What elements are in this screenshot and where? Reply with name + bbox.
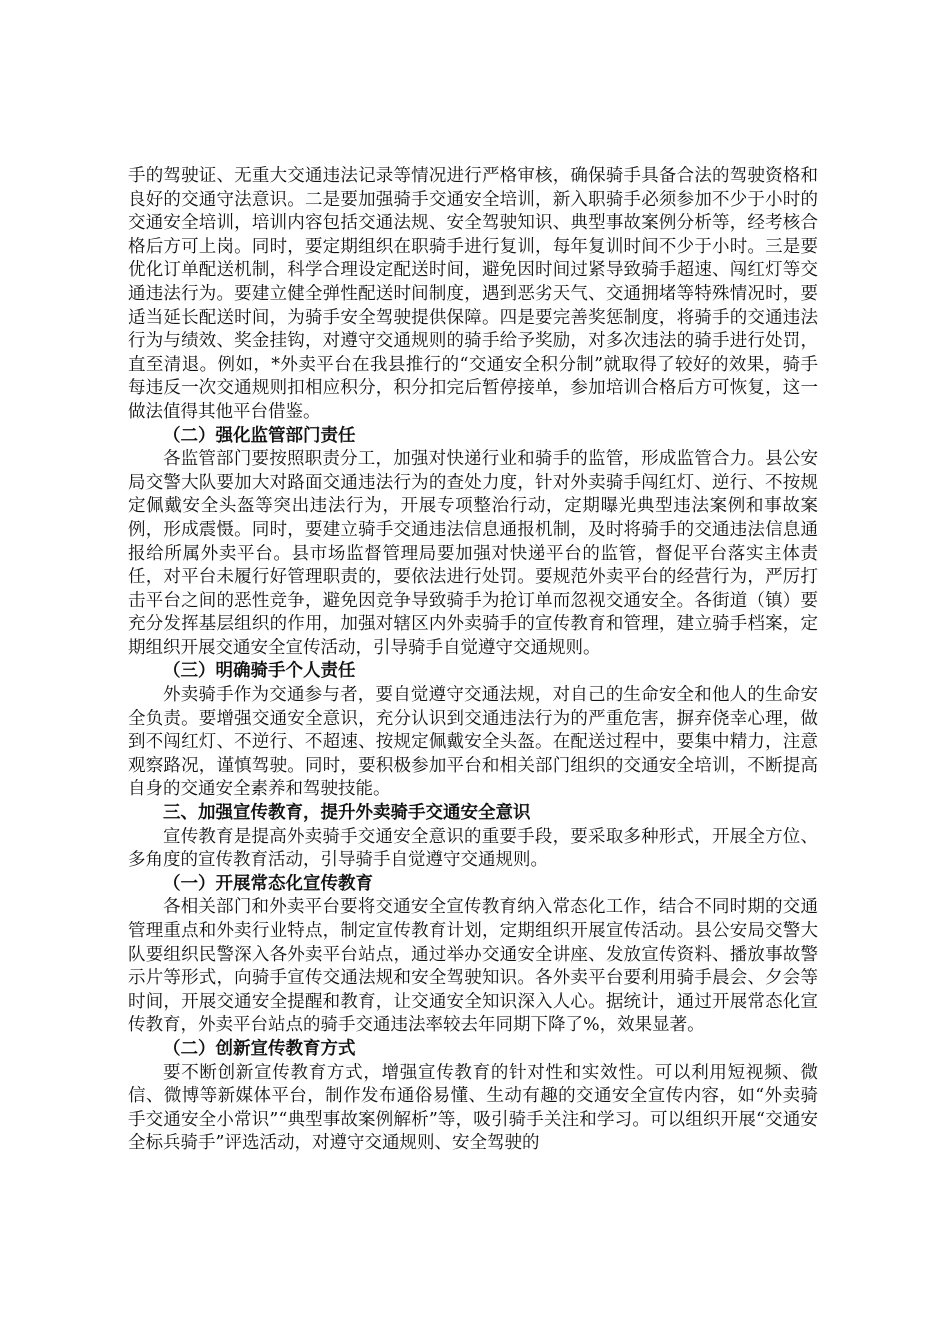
paragraph-innovative-education: 要不断创新宣传教育方式，增强宣传教育的针对性和实效性。可以利用短视频、微信、微博等新媒体平台，制作发布通俗易懂、生动有趣的交通安全宣传内容，如“外卖骑手交通安全小常识”“典型事故案例解析”等，吸引骑手关注和学习。可以组织开展“交通安全标兵骑手”评选活动，对遵守交通规则、安全驾驶的 xyxy=(128,1062,818,1154)
document-page xyxy=(128,165,818,1156)
heading-innovative-education: （二）创新宣传教育方式 xyxy=(163,1038,356,1059)
paragraph-regular-education: 各相关部门和外卖平台要将交通安全宣传教育纳入常态化工作，结合不同时期的交通管理重点和外卖行业特点，制定宣传教育计划，定期组织开展宣传活动。县公安局交警大队要组织民警深入各外卖平台站点，通过举办交通安全讲座、发放宣传资料、播放事故警示片等形式，向骑手宣传交通法规和安全驾驶知识。各外卖平台要利用骑手晨会、夕会等时间，开展交通安全提醒和教育，让交通安全知识深入人心。据统计，通过开展常态化宣传教育，外卖平台站点的骑手交通违法率较去年同期下降了%，效果显著。 xyxy=(128,897,818,1036)
heading-regulator-responsibility: （二）强化监管部门责任 xyxy=(163,425,356,446)
heading-section-three: 三、加强宣传教育，提升外卖骑手交通安全意识 xyxy=(163,803,531,824)
paragraph-regulator-responsibility: 各监管部门要按照职责分工，加强对快递行业和骑手的监管，形成监管合力。县公安局交警大队要加大对路面交通违法行为的查处力度，针对外卖骑手闯红灯、逆行、不按规定佩戴安全头盔等突出违法行为，开展专项整治行动，定期曝光典型违法案例和事故案例，形成震慑。同时，要建立骑手交通违法信息通报机制，及时将骑手的交通违法信息通报给所属外卖平台。县市场监督管理局要加强对快递平台的监管，督促平台落实主体责任，对平台未履行好管理职责的，要依法进行处罚。要规范外卖平台的经营行为，严厉打击平台之间的恶性竞争，避免因竞争导致骑手为抢订单而忽视交通安全。各街道（镇）要充分发挥基层组织的作用，加强对辖区内外卖骑手的宣传教育和管理，建立骑手档案，定期组织开展交通安全宣传活动，引导骑手自觉遵守交通规则。 xyxy=(128,449,818,658)
heading-rider-responsibility: （三）明确骑手个人责任 xyxy=(163,661,356,682)
paragraph-platform-measures: 手的驾驶证、无重大交通违法记录等情况进行严格审核，确保骑手具备合法的驾驶资格和良好的交通守法意识。二是要加强骑手交通安全培训，新入职骑手必须参加不少于小时的交通安全培训，培训内容包括交通法规、安全驾驶知识、典型事故案例分析等，经考核合格后方可上岗。同时，要定期组织在职骑手进行复训，每年复训时间不少于小时。三是要优化订单配送机制，科学合理设定配送时间，避免因时间过紧导致骑手超速、闯红灯等交通违法行为。要建立健全弹性配送时间制度，遇到恶劣天气、交通拥堵等特殊情况时，要适当延长配送时间，为骑手安全驾驶提供保障。四是要完善奖惩制度，将骑手的交通违法行为与绩效、奖金挂钩，对遵守交通规则的骑手给予奖励，对多次违法的骑手进行处罚，直至清退。例如，*外卖平台在我县推行的“交通安全积分制”就取得了较好的效果，骑手每违反一次交通规则扣相应积分，积分扣完后暂停接单，参加培训合格后方可恢复，这一做法值得其他平台借鉴。 xyxy=(128,166,818,422)
paragraph-rider-responsibility: 外卖骑手作为交通参与者，要自觉遵守交通法规，对自己的生命安全和他人的生命安全负责。要增强交通安全意识，充分认识到交通违法行为的严重危害，摒弃侥幸心理，做到不闯红灯、不逆行、不超速、按规定佩戴安全头盔。在配送过程中，要集中精力，注意观察路况，谨慎驾驶。同时，要积极参加平台和相关部门组织的交通安全培训，不断提高自身的交通安全素养和驾驶技能。 xyxy=(128,685,818,800)
paragraph-section-three-intro: 宣传教育是提高外卖骑手交通安全意识的重要手段，要采取多种形式，开展全方位、多角度的宣传教育活动，引导骑手自觉遵守交通规则。 xyxy=(128,826,818,871)
heading-regular-education: （一）开展常态化宣传教育 xyxy=(163,873,373,894)
